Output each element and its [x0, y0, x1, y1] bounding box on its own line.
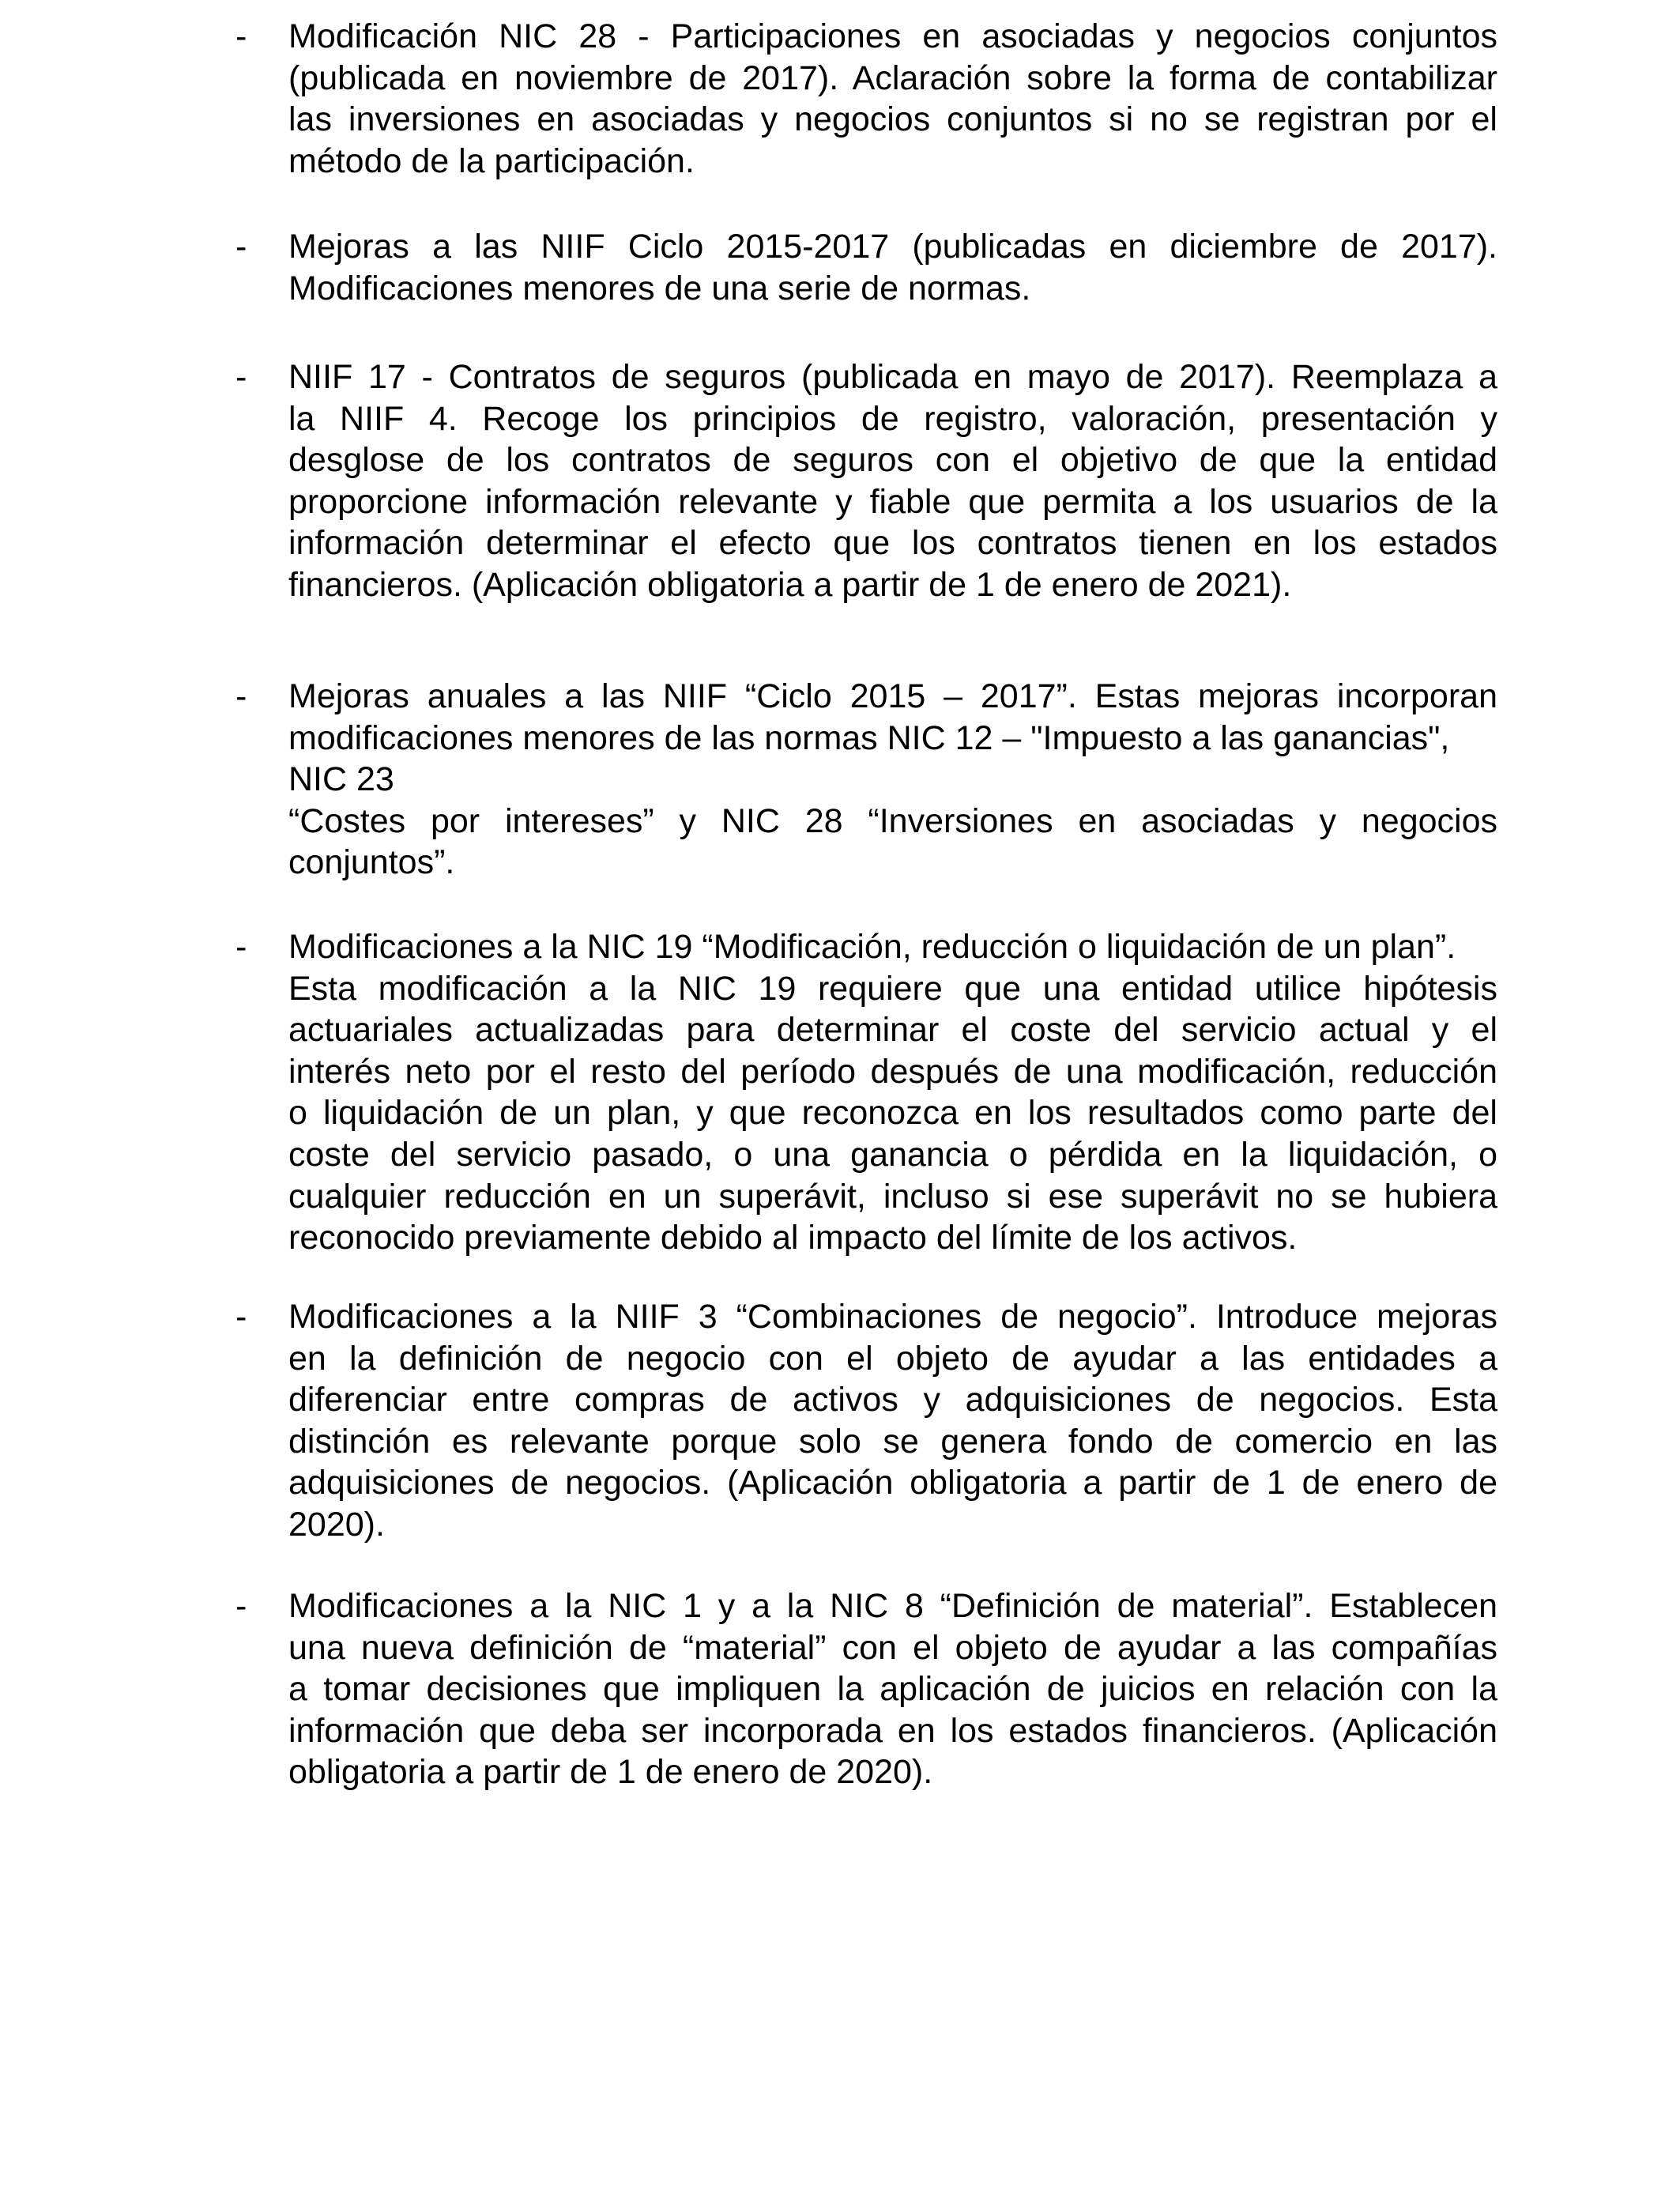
text-line: información determinar el efecto que los contratos tienen en los estados [288, 524, 1497, 563]
text-line: desglose de los contratos de seguros con el objetivo de que la entidad [288, 441, 1497, 480]
bullet-dash: - [235, 1298, 247, 1336]
list-item-text [288, 1296, 1497, 1546]
list-item-text [288, 1585, 1497, 1793]
text-line: las inversiones en asociadas y negocios conjuntos si no se registran por el [288, 100, 1497, 139]
text-line: interés neto por el resto del período después de una modificación, reducción [288, 1052, 1497, 1091]
text-line: Mejoras anuales a las NIIF “Ciclo 2015 – 2017”. Estas mejoras incorporan [288, 677, 1497, 715]
text-line: Modificaciones a la NIC 1 y a la NIC 8 “Definición de material”. Establecen [288, 1587, 1497, 1625]
bullet-dash: - [235, 928, 247, 966]
text-line: Mejoras a las NIIF Ciclo 2015-2017 (publicadas en diciembre de 2017). [288, 228, 1497, 266]
text-line: una nueva definición de “material” con el objeto de ayudar a las compañías [288, 1628, 1497, 1667]
text-line: en la definición de negocio con el objeto de ayudar a las entidades a [288, 1339, 1497, 1378]
text-line: coste del servicio pasado, o una ganancia o pérdida en la liquidación, o [288, 1135, 1497, 1174]
bullet-dash: - [235, 1587, 247, 1625]
text-line: actuariales actualizadas para determinar el coste del servicio actual y el [288, 1011, 1497, 1050]
text-line: 2020). [288, 1505, 385, 1544]
text-line: Esta modificación a la NIC 19 requiere que una entidad utilice hipótesis [288, 969, 1497, 1008]
bullet-dash: - [235, 228, 247, 266]
text-line: distinción es relevante porque solo se genera fondo de comercio en las [288, 1422, 1497, 1461]
text-line: la NIIF 4. Recoge los principios de registro, valoración, presentación y [288, 399, 1497, 438]
text-line: Modificaciones menores de una serie de normas. [288, 269, 1031, 307]
text-line: financieros. (Aplicación obligatoria a partir de 1 de enero de 2021). [288, 565, 1292, 604]
text-line: cualquier reducción en un superávit, incluso si ese superávit no se hubiera [288, 1177, 1497, 1216]
text-line: proporcione información relevante y fiable que permita a los usuarios de la [288, 482, 1497, 521]
text-line: reconocido previamente debido al impacto del límite de los activos. [288, 1219, 1298, 1257]
text-line: NIC 23 [288, 760, 394, 799]
text-line: información que deba ser incorporada en los estados financieros. (Aplicación [288, 1711, 1497, 1750]
text-line: a tomar decisiones que impliquen la aplicación de juicios en relación con la [288, 1670, 1497, 1709]
text-line: Modificación NIC 28 - Participaciones en asociadas y negocios conjuntos [288, 17, 1497, 55]
list-item-text [288, 926, 1497, 1259]
list-item-text [288, 356, 1497, 606]
text-line: (publicada en noviembre de 2017). Aclaración sobre la forma de contabilizar [288, 58, 1497, 97]
bullet-dash: - [235, 17, 247, 55]
text-line: o liquidación de un plan, y que reconozca en los resultados como parte del [288, 1094, 1497, 1133]
text-line: Modificaciones a la NIIF 3 “Combinaciones de negocio”. Introduce mejoras [288, 1298, 1497, 1336]
text-line: obligatoria a partir de 1 de enero de 2020). [288, 1753, 933, 1792]
text-line: conjuntos”. [288, 843, 455, 882]
text-line: “Costes por intereses” y NIC 28 “Inversiones en asociadas y negocios [288, 801, 1497, 840]
text-line: adquisiciones de negocios. (Aplicación obligatoria a partir de 1 de enero de [288, 1464, 1497, 1502]
text-line: modificaciones menores de las normas NIC 12 – "Impuesto a las ganancias", [288, 718, 1450, 757]
list-item-text [288, 16, 1497, 182]
text-line: NIIF 17 - Contratos de seguros (publicada en mayo de 2017). Reemplaza a [288, 358, 1497, 396]
text-line: método de la participación. [288, 141, 695, 180]
list-item-text [288, 226, 1497, 309]
list-item-text [288, 676, 1497, 884]
text-line: Modificaciones a la NIC 19 “Modificación, reducción o liquidación de un plan”. [288, 928, 1456, 966]
text-line: diferenciar entre compras de activos y adquisiciones de negocios. Esta [288, 1381, 1497, 1419]
bullet-dash: - [235, 677, 247, 715]
bullet-dash: - [235, 358, 247, 396]
